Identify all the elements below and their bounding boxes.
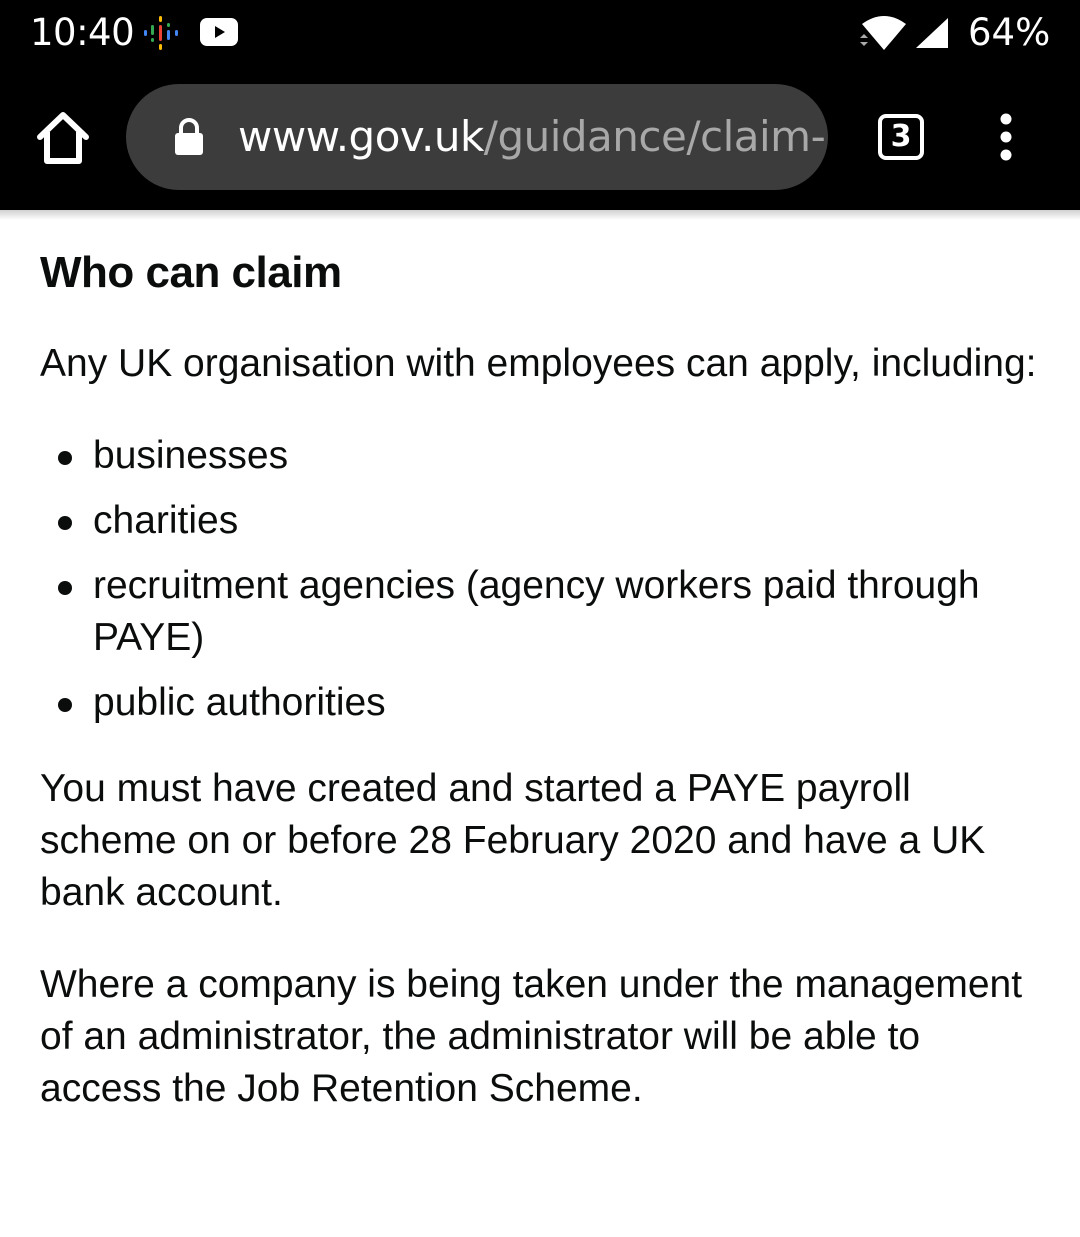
bullet-icon xyxy=(58,698,72,712)
url-domain: www.gov.uk xyxy=(238,112,484,161)
list-item xyxy=(40,430,1050,482)
intro-paragraph: Any UK organisation with employees can apply, including: xyxy=(40,342,1037,385)
podcast-icon xyxy=(142,14,180,52)
home-icon[interactable] xyxy=(34,110,92,166)
list-item-text: charities xyxy=(93,499,239,542)
cell-signal-icon xyxy=(914,16,950,50)
bullet-icon xyxy=(58,516,72,530)
eligible-organisations-list xyxy=(40,430,1050,729)
list-item xyxy=(40,495,1050,547)
list-item-text: recruitment agencies (agency workers paid through PAYE) xyxy=(93,564,980,659)
tab-switcher-button[interactable]: 3 xyxy=(878,114,924,160)
list-item xyxy=(40,677,1050,729)
page-content xyxy=(40,244,1050,1115)
battery-level: 64% xyxy=(968,11,1051,54)
url-path: /guidance/claim- xyxy=(483,112,826,161)
paye-requirement-paragraph: You must have created and started a PAYE payroll scheme on or before 28 February 2020 and have a UK bank account. xyxy=(40,767,986,914)
more-vert-icon[interactable] xyxy=(990,112,1022,162)
administrator-paragraph: Where a company is being taken under the management of an administrator, the administrator will be able to access the Job Retention Scheme. xyxy=(40,963,1023,1110)
lock-icon xyxy=(174,118,204,156)
status-bar xyxy=(0,0,1080,66)
url-bar[interactable] xyxy=(126,84,828,190)
url-text xyxy=(238,112,825,162)
bullet-icon xyxy=(58,451,72,465)
toolbar-shadow xyxy=(0,210,1080,220)
bullet-icon xyxy=(58,581,72,595)
youtube-icon xyxy=(200,18,238,46)
wifi-icon xyxy=(858,14,910,52)
browser-toolbar xyxy=(0,66,1080,210)
page-title: Who can claim xyxy=(40,248,342,297)
list-item-text: public authorities xyxy=(93,681,386,724)
list-item xyxy=(40,560,1050,664)
list-item-text: businesses xyxy=(93,434,289,477)
status-time: 10:40 xyxy=(30,11,135,54)
